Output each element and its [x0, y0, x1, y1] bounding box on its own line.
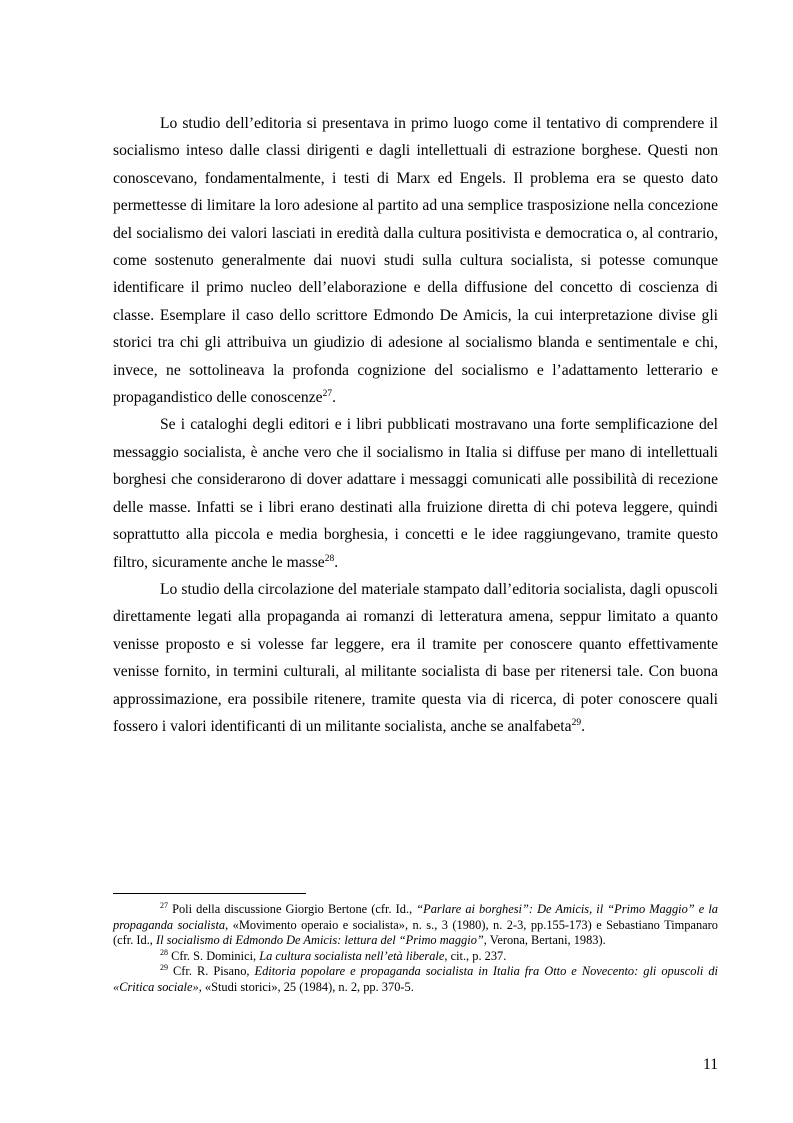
- main-text: [113, 110, 718, 740]
- footnote-separator: [113, 893, 306, 894]
- footnote-text: Poli della discussione Giorgio Bertone (cfr. Id.,: [168, 902, 417, 916]
- footnote-title: Il socialismo di Edmondo De Amicis: lettura del “Primo maggio”: [156, 933, 484, 948]
- paragraph-end: .: [334, 553, 339, 571]
- footnote: [113, 902, 718, 949]
- footnote: [113, 964, 718, 995]
- footnote-title: Editoria popolare e propaganda socialista in Italia fra Otto e Novecento: gli opuscoli di «Critica sociale»: [113, 964, 718, 994]
- footnote-text: Cfr. S. Dominici,: [168, 948, 260, 963]
- paragraph: [113, 576, 718, 740]
- footnote-text: , «Studi storici», 25 (1984), n. 2, pp. 370-5.: [198, 979, 414, 994]
- paragraph-text: Lo studio della circolazione del materiale stampato dall’editoria socialista, dagli opuscoli direttamente legati alla propaganda ai romanzi di letteratura amena, seppur limitato a quanto venisse proposto e si volesse far leggere, era il tramite per conoscere quanto effettivamente venisse fornito, in termini culturali, al militante socialista di base per ritenersi tale. Con buona approssimazione, era possibile ritenere, tramite questa via di ricerca, di poter conoscere quali fossero i valori identificanti di un militante socialista, anche se analfabeta: [113, 580, 718, 735]
- footnotes: [113, 902, 718, 996]
- paragraph-end: .: [332, 389, 336, 407]
- footnote-ref: 28: [324, 553, 335, 564]
- paragraph-text: Se i cataloghi degli editori e i libri pubblicati mostravano una forte semplificazione del messaggio socialista, è anche vero che il socialismo in Italia si diffuse per mano di intellettuali borghesi che considerarono di dover adattare i messaggi comunicati alle possibilità di recezione delle masse. Infatti se i libri erano destinati alla fruizione diretta di chi poteva leggere, quindi soprattutto alla piccola e media borghesia, i concetti e le idee raggiungevano, tramite questo filtro, sicuramente anche le masse: [113, 416, 718, 571]
- footnote-title: “Parlare ai borghesi”: De Amicis, il “Primo Maggio” e la propaganda socialista: [113, 902, 718, 932]
- footnote-ref: 27: [322, 389, 333, 400]
- footnote: [113, 949, 718, 965]
- paragraph: [113, 110, 718, 411]
- footnote-text: , cit., p. 237.: [444, 948, 507, 963]
- footnote-number: 29: [160, 963, 168, 973]
- paragraph: [113, 411, 718, 575]
- footnote-number: 28: [160, 947, 168, 957]
- footnote-ref: 29: [571, 717, 582, 728]
- footnote-text: , Verona, Bertani, 1983).: [483, 933, 606, 948]
- footnote-text: Cfr. R. Pisano,: [168, 964, 255, 979]
- footnote-text: , «Movimento operaio e socialista», n. s., 3 (1980), n. 2-3, pp.155-173) e Sebastiano Timpanaro (cfr. Id.,: [113, 917, 718, 948]
- footnote-title: La cultura socialista nell’età liberale: [259, 948, 445, 963]
- paragraph-text: Lo studio dell’editoria si presentava in primo luogo come il tentativo di comprendere il socialismo inteso dalle classi dirigenti e dagli intellettuali di estrazione borghese. Questi non conoscevano, fondamentalmente, i testi di Marx ed Engels. Il problema era se questo dato permettesse di limitare la loro adesione al partito ad una semplice trasposizione nella concezione del socialismo dei valori lasciati in eredità dalla cultura positivista e democratica o, al contrario, come sostenuto generalmente dai nuovi studi sulla cultura socialista, si potesse comunque identificare il primo nucleo dell’elaborazione e della diffusione del concetto di coscienza di classe. Esemplare il caso dello scrittore Edmondo De Amicis, la cui interpretazione divise gli storici tra chi gli attribuiva un giudizio di adesione al socialismo blanda e sentimentale e chi, invece, ne sottolineava la profonda cognizione del socialismo e l’adattamento letterario e propagandistico delle conoscenze: [113, 115, 718, 407]
- footnote-number: 27: [160, 901, 168, 910]
- page-number: 11: [702, 1056, 718, 1073]
- paragraph-end: .: [581, 717, 585, 735]
